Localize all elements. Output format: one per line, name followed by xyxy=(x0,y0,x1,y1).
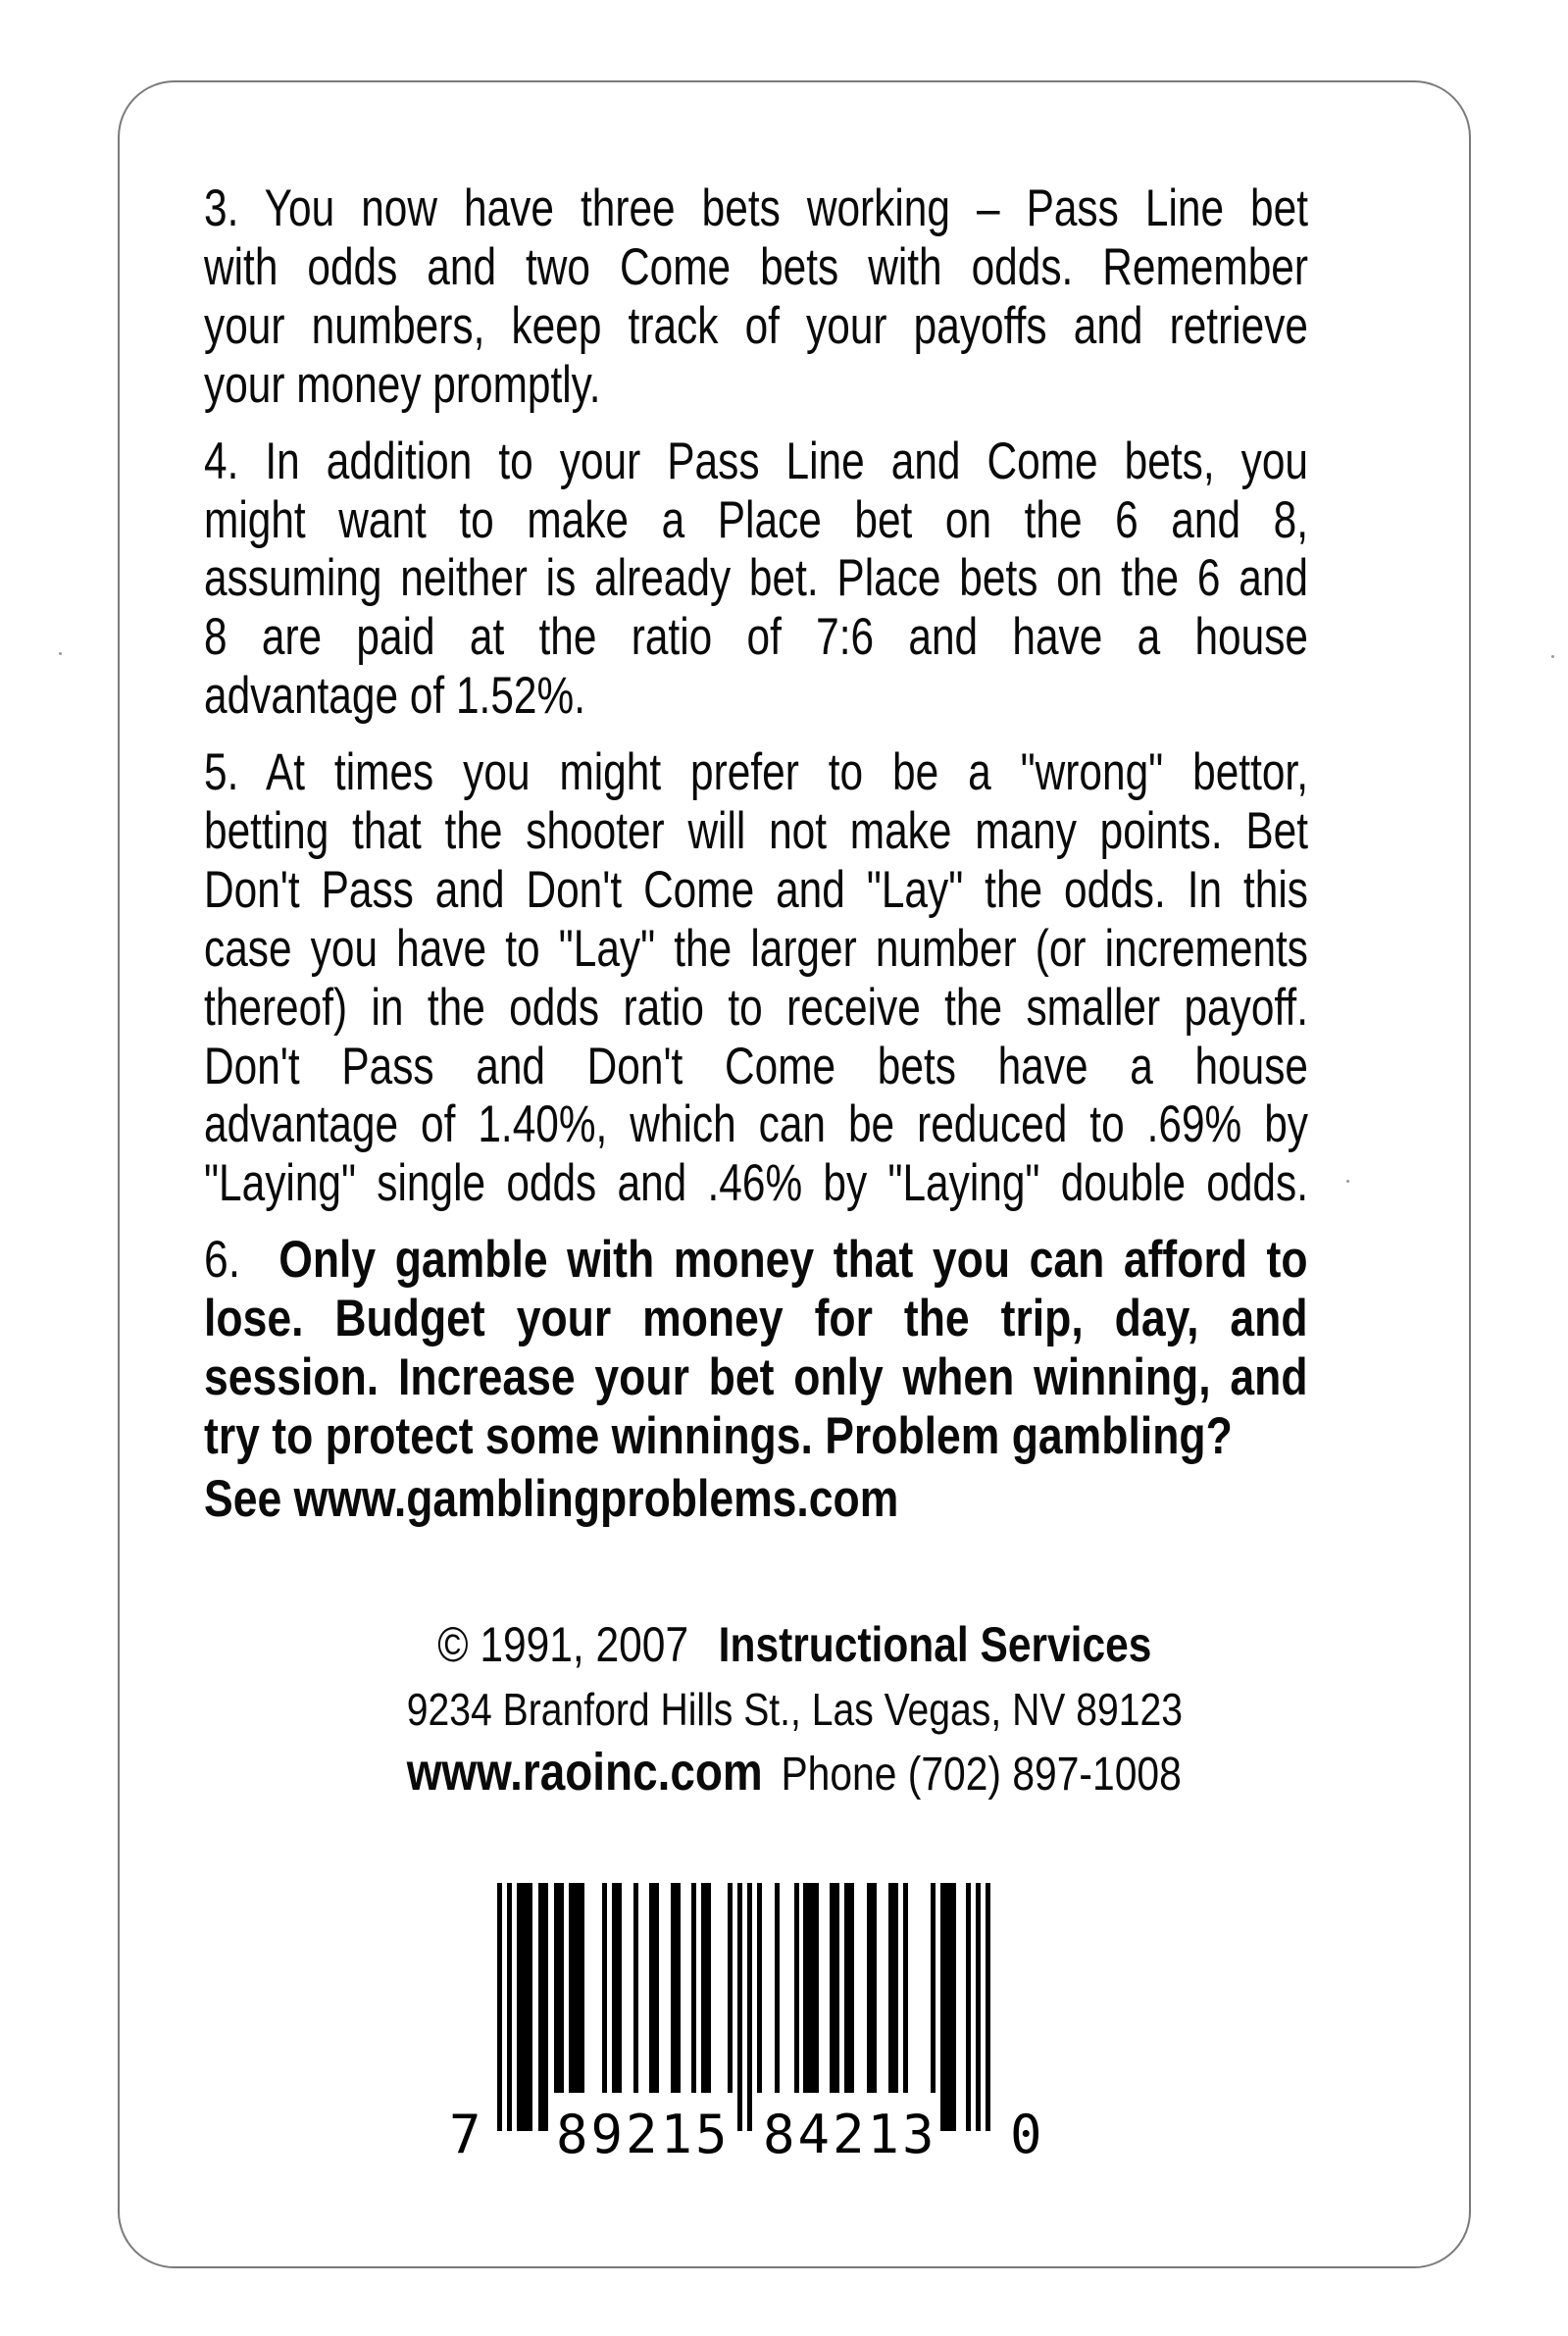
paragraph-5-line-4: case you have to "Lay" the larger number (or increments xyxy=(204,921,1308,978)
barcode-check-digit: 0 xyxy=(1010,2104,1042,2165)
paragraph-6-line-3: session. Increase your bet only when winning, and xyxy=(204,1349,1308,1406)
paragraph-5-line-6: Don't Pass and Don't Come bets have a house xyxy=(204,1039,1308,1095)
address: 9234 Branford Hills St., Las Vegas, NV 89123 xyxy=(406,1684,1183,1735)
paragraph-5-line-1: 5. At times you might prefer to be a "wrong" bettor, xyxy=(204,744,1308,801)
paragraph-4-line-4: 8 are paid at the ratio of 7:6 and have a house xyxy=(204,609,1308,666)
barcode-number-system-digit: 7 xyxy=(449,2104,481,2165)
gambling-help-link[interactable]: See www.gamblingproblems.com xyxy=(204,1471,899,1528)
address-line xyxy=(118,1681,1471,1738)
paragraph-6-line-4: try to protect some winnings. Problem gambling? xyxy=(204,1408,1233,1465)
paragraph-3-line-3: your numbers, keep track of your payoffs and retrieve xyxy=(204,298,1308,355)
upc-barcode xyxy=(497,1883,991,2131)
phone-number: Phone (702) 897-1008 xyxy=(781,1749,1183,1801)
paragraph-3-line-1: 3. You now have three bets working – Pass Line bet xyxy=(204,180,1308,237)
paragraph-6-line-1: 6. Only gamble with money that you can afford to xyxy=(204,1232,1308,1289)
copyright-years: © 1991, 2007 xyxy=(436,1617,688,1672)
barcode-left-digits: 89215 xyxy=(556,2104,731,2165)
paragraph-5-line-7: advantage of 1.40%, which can be reduced to .69% by xyxy=(204,1096,1308,1153)
paragraph-3-line-4: your money promptly. xyxy=(204,357,601,414)
barcode-right-digits: 84213 xyxy=(763,2104,937,2165)
contact-line xyxy=(118,1744,1471,1803)
paragraph-4-line-3: assuming neither is already bet. Place bets on the 6 and xyxy=(204,550,1308,607)
paragraph-3-line-2: with odds and two Come bets with odds. Remember xyxy=(204,239,1308,296)
company-name: Instructional Services xyxy=(718,1617,1152,1672)
copyright-line xyxy=(118,1616,1471,1673)
paragraph-4-line-5: advantage of 1.52%. xyxy=(204,668,585,725)
paragraph-6-number: 6. xyxy=(204,1232,241,1289)
paragraph-6-line-2: lose. Budget your money for the trip, day, and xyxy=(204,1291,1308,1347)
paragraph-5-line-5: thereof) in the odds ratio to receive the smaller payoff. xyxy=(204,980,1308,1037)
paragraph-4-line-1: 4. In addition to your Pass Line and Come bets, you xyxy=(204,433,1308,490)
paragraph-4-line-2: might want to make a Place bet on the 6 and 8, xyxy=(204,492,1308,549)
website-link[interactable]: www.raoinc.com xyxy=(406,1743,764,1802)
paragraph-5-line-2: betting that the shooter will not make many points. Bet xyxy=(204,803,1308,860)
paragraph-5-line-8: "Laying" single odds and .46% by "Laying" double odds. xyxy=(204,1155,1308,1212)
paragraph-5-line-3: Don't Pass and Don't Come and "Lay" the odds. In this xyxy=(204,862,1308,919)
